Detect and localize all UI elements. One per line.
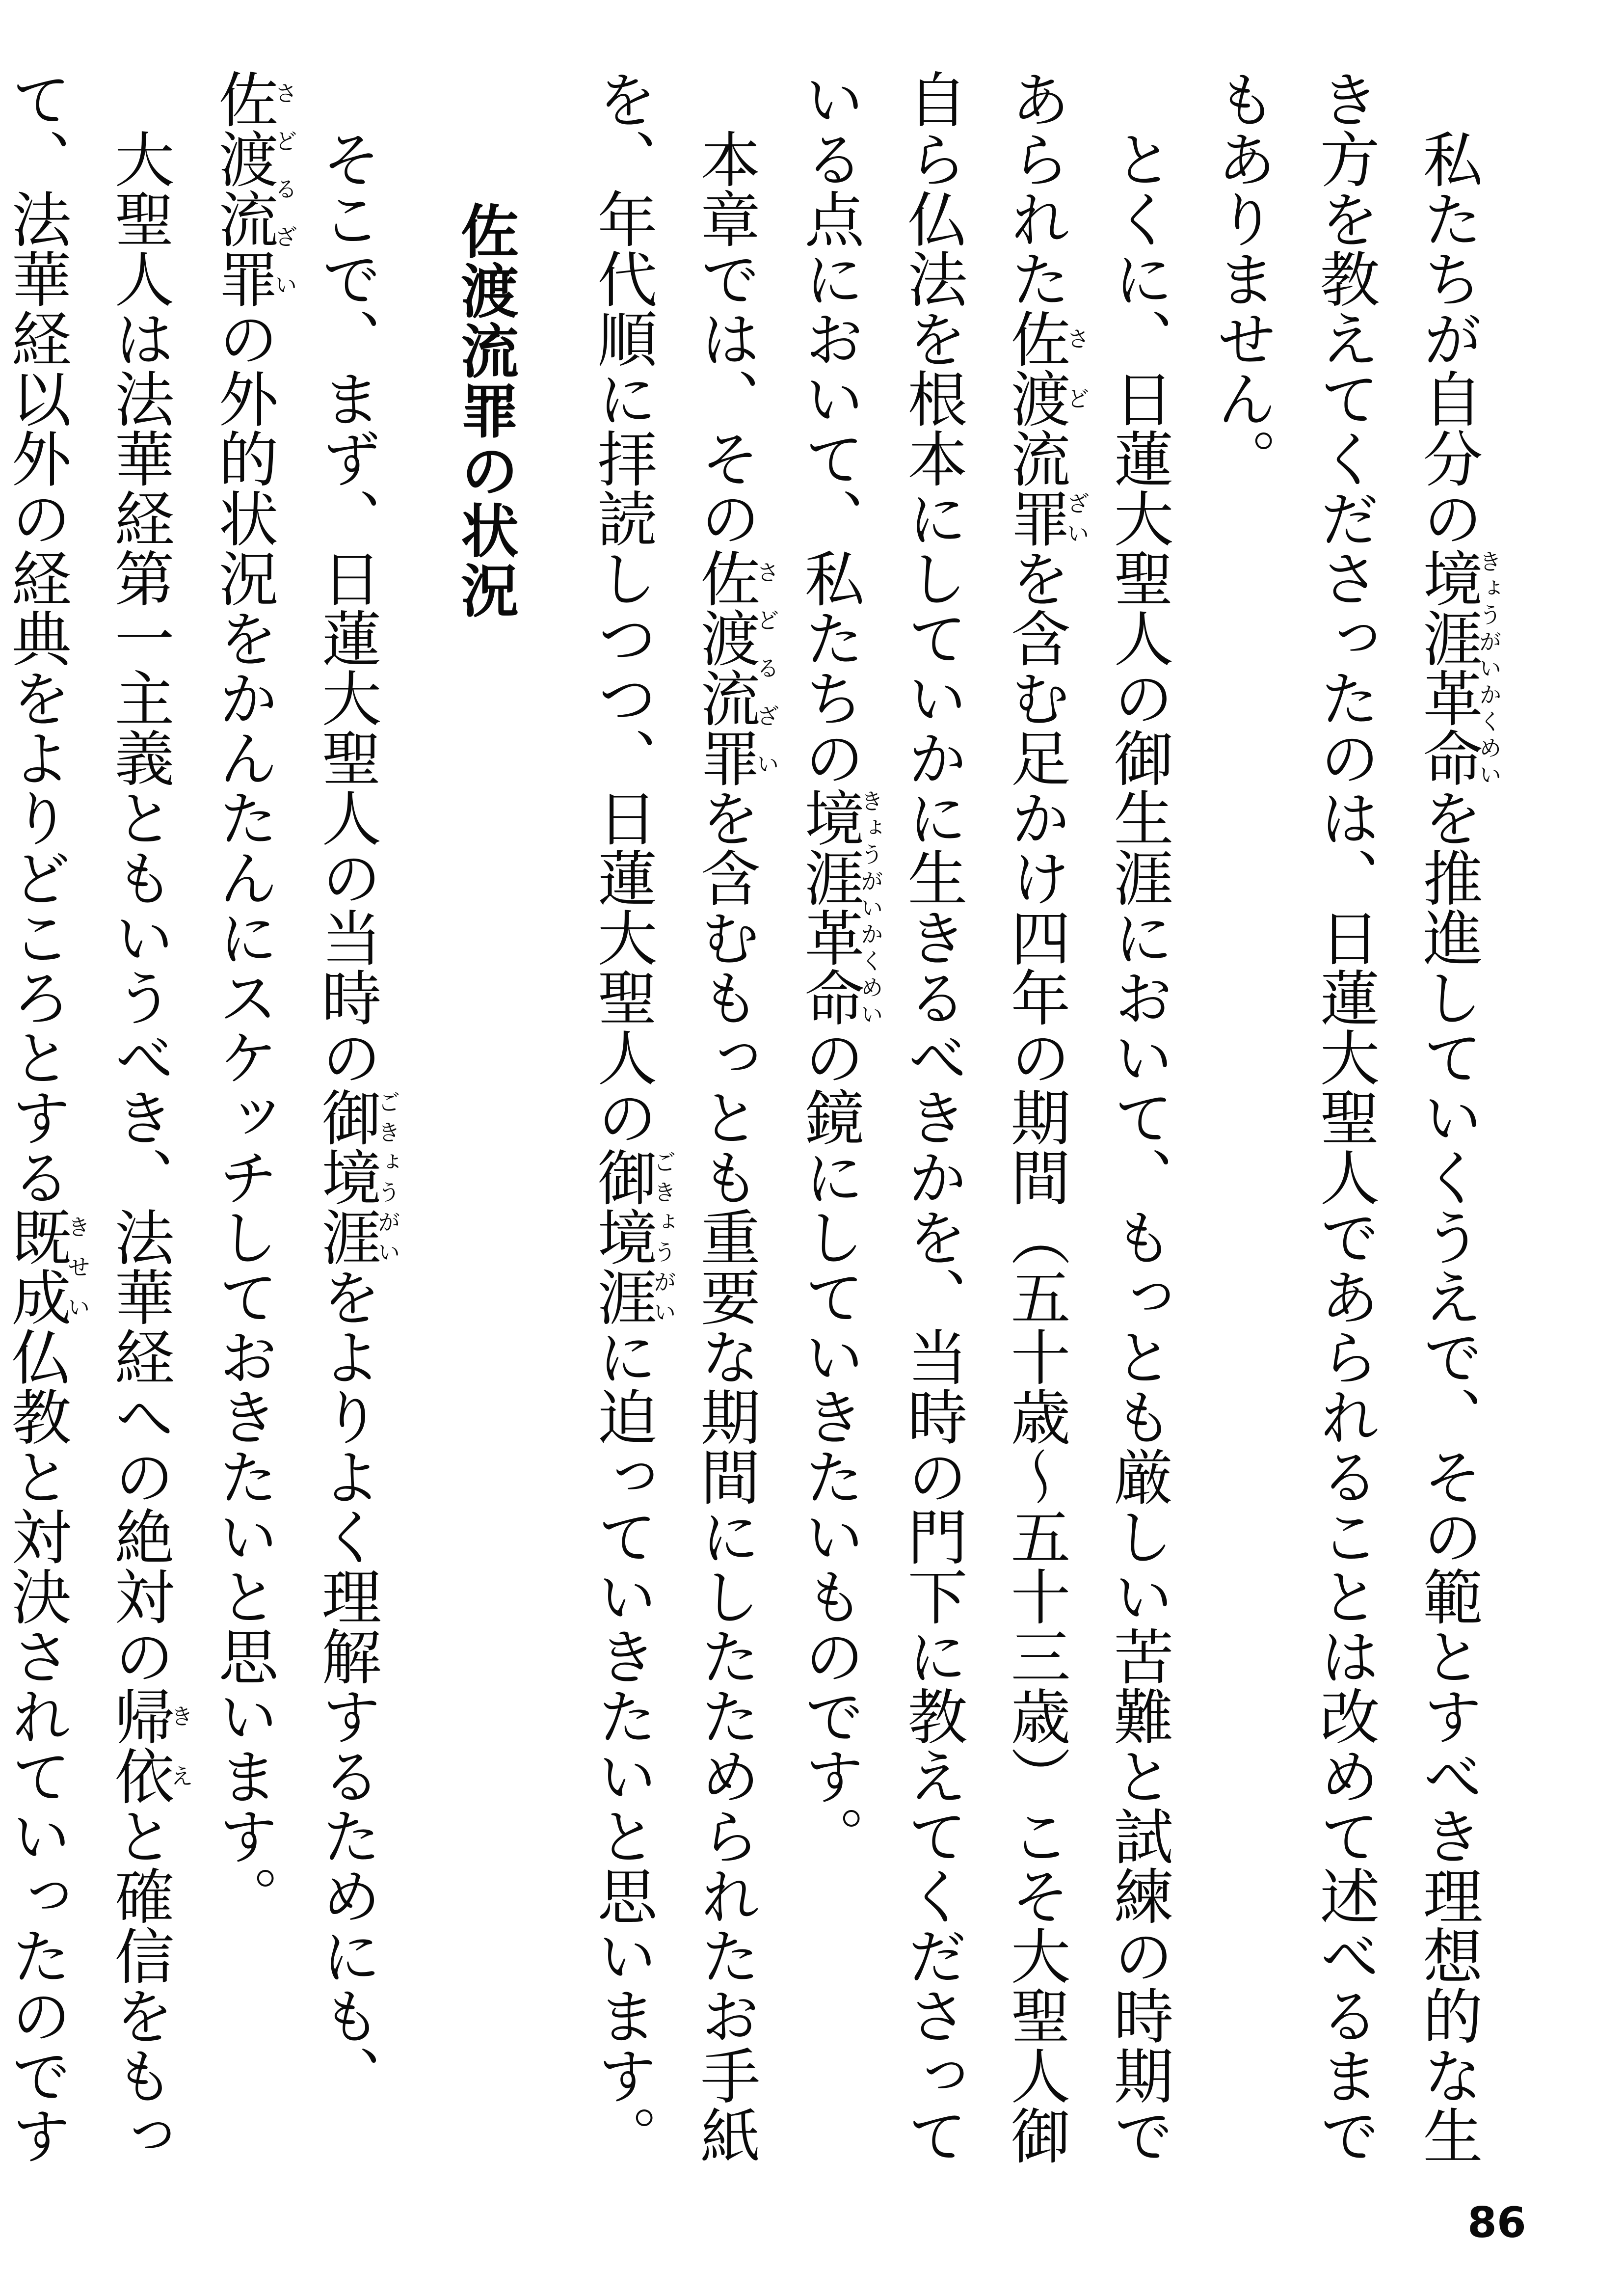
ruby-annotated-text: [795, 787, 884, 1027]
text-run: を推進していくうえで、その範とすべき理想的な生き方を教えてくださったのは、日蓮大聖人であられることは改めて述べるまでもありません。: [1207, 69, 1483, 2165]
text-run: とくに、日蓮大聖人の御生涯において、もっとも厳しい苦難と試練の時期であられた: [1001, 69, 1173, 2165]
ruby-base: 佐渡流罪: [691, 548, 760, 787]
ruby-base: 帰依: [105, 1686, 174, 1806]
paragraph: [571, 69, 778, 2180]
furigana: さどるざい: [271, 69, 298, 308]
page-number: 86: [1467, 2198, 1526, 2247]
ruby-base: 御境涯: [312, 1087, 381, 1267]
furigana: ごきょうがい: [374, 1087, 401, 1267]
text-run: を含むもっとも重要な期間にしたためられたお手紙を、年代順に拝読しつつ、日蓮大聖人の: [587, 69, 760, 2165]
furigana: きょうがいかくめい: [857, 787, 884, 1027]
text-run: をよりよく理解するためにも、: [312, 1267, 381, 2105]
furigana: きょうがいかくめい: [1476, 548, 1502, 787]
ruby-base: 境涯革命: [795, 787, 864, 1027]
furigana: きえ: [167, 1686, 194, 1806]
ruby-annotated-text: [1001, 308, 1090, 428]
text-run: と確信をもって、法華経以外の経典をよりどころとする: [1, 69, 174, 2165]
paragraphs-after-heading: [0, 69, 399, 2180]
ruby-base: 御境涯: [587, 1147, 657, 1326]
furigana: ごきょうがい: [650, 1147, 677, 1326]
paragraphs-before-heading: [571, 69, 1500, 2180]
ruby-annotated-text: [1001, 488, 1090, 548]
text-run: の鏡にしていきたいものです。: [795, 1027, 864, 1865]
paragraph: [1190, 69, 1500, 2180]
ruby-annotated-text: [691, 548, 780, 787]
body-text: [0, 69, 1500, 2180]
ruby-base: 佐渡流罪: [209, 69, 278, 308]
text-run: そこで、まず、日蓮大聖人の当時の: [312, 129, 381, 1087]
paragraph: [0, 69, 192, 2180]
text-run: 私たちが自分の: [1413, 129, 1483, 548]
ruby-annotated-text: [587, 1147, 677, 1326]
ruby-base: 佐渡: [1001, 308, 1070, 428]
section-heading: 佐渡流罪の状況: [451, 201, 519, 621]
ruby-annotated-text: [105, 1686, 194, 1806]
furigana: さどるざい: [753, 548, 780, 787]
ruby-annotated-text: [209, 69, 298, 308]
section-heading-block: [399, 69, 571, 2180]
text-run: 本章では、その: [691, 129, 760, 548]
ruby-base: 既成: [1, 1207, 71, 1326]
ruby-annotated-text: [312, 1087, 401, 1267]
paragraph: [778, 69, 1190, 2180]
text-run: 流: [1001, 428, 1070, 488]
text-run: を含む足かけ四年の期間（五十歳〜五十三歳）こそ大聖人御自ら仏法を根本にしていかに生きるべきかを、当時の門下に教えてくださっている点において、私たちの: [795, 69, 1070, 2165]
text-run: の外的状況をかんたんにスケッチしておきたいと思います。: [209, 308, 278, 1925]
ruby-base: 罪: [1001, 488, 1070, 548]
furigana: さど: [1064, 308, 1090, 428]
furigana: きせい: [64, 1207, 91, 1326]
text-run: に迫っていきたいと思います。: [587, 1326, 657, 2165]
ruby-annotated-text: [1413, 548, 1502, 787]
ruby-annotated-text: [1, 1207, 91, 1326]
text-run: 大聖人は法華経第一主義ともいうべき、法華経への絶対の: [105, 129, 174, 1686]
ruby-base: 境涯革命: [1413, 548, 1483, 787]
paragraph: [192, 69, 399, 2180]
furigana: ざい: [1064, 488, 1090, 548]
text-run: 仏教と対決されていったのです: [1, 1326, 71, 2165]
